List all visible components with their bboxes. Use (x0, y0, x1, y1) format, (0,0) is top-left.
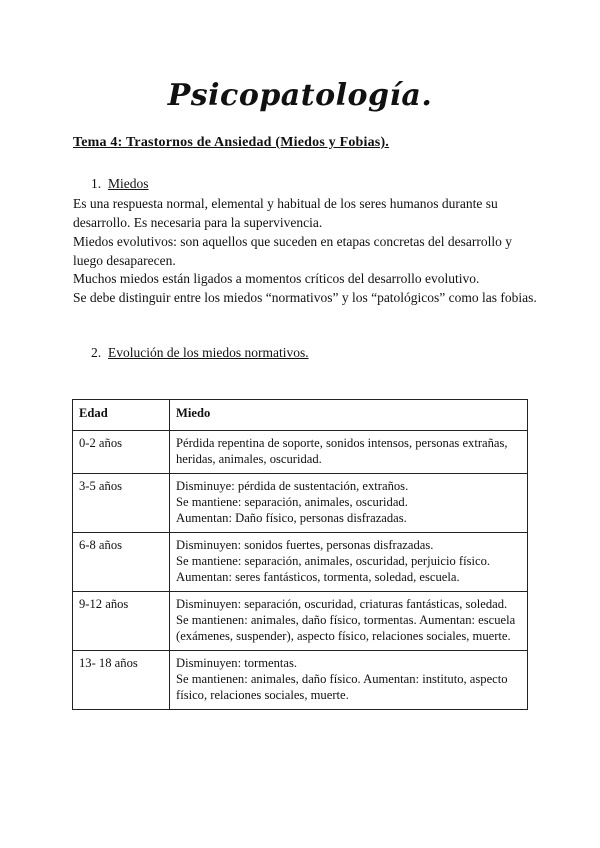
fears-by-age-table (72, 399, 528, 710)
age-cell: 3-5 años (73, 474, 170, 533)
fear-line: Disminuye: pérdida de sustentación, extraños. (176, 479, 409, 493)
fear-cell (170, 651, 528, 710)
fear-line: Aumentan: Daño físico, personas disfrazadas. (176, 511, 407, 525)
fear-line: Se mantiene: separación, animales, oscuridad. (176, 495, 408, 509)
section-number: 2. (91, 345, 102, 360)
section-title: Miedos (108, 176, 149, 191)
age-cell: 13- 18 años (73, 651, 170, 710)
table-row (73, 431, 528, 474)
age-cell: 0-2 años (73, 431, 170, 474)
table-row (73, 592, 528, 651)
section-heading-evolucion (91, 345, 309, 361)
paragraph-critical-moments: Muchos miedos están ligados a momentos críticos del desarrollo evolutivo. (73, 271, 480, 286)
paragraph-evolutionary-fears: Miedos evolutivos: son aquellos que suceden en etapas concretas del desarrollo y luego desaparecen. (73, 234, 513, 268)
paragraph-normative-vs-pathological: Se debe distinguir entre los miedos “normativos” y los “patológicos” como las fobias. (73, 290, 537, 305)
section-number: 1. (91, 176, 102, 191)
fear-line: Se mantienen: animales, daño físico. Aumentan: instituto, aspecto físico, relaciones sociales, muerte. (176, 672, 508, 702)
fear-line: Disminuyen: tormentas. (176, 656, 298, 670)
table-row (73, 533, 528, 592)
fear-cell (170, 533, 528, 592)
fear-line: Se mantienen: animales, daño físico, tormentas. Aumentan: escuela (exámenes, suspender), aspecto físico, relaciones sociales, muerte. (176, 613, 516, 643)
table-row (73, 651, 528, 710)
fear-line: Disminuyen: sonidos fuertes, personas disfrazadas. (176, 538, 434, 552)
age-cell: 9-12 años (73, 592, 170, 651)
fear-cell (170, 431, 528, 474)
section-title: Evolución de los miedos normativos. (108, 345, 309, 360)
fear-cell (170, 592, 528, 651)
column-header-fear: Miedo (170, 400, 528, 431)
paragraph-definition: Es una respuesta normal, elemental y habitual de los seres humanos durante su desarrollo. Es necesaria para la supervivencia. (73, 196, 498, 230)
column-header-age: Edad (73, 400, 170, 431)
fear-cell (170, 474, 528, 533)
topic-subtitle: Tema 4: Trastornos de Ansiedad (Miedos y Fobias). (73, 135, 390, 150)
fear-line: Pérdida repentina de soporte, sonidos intensos, personas extrañas, heridas, animales, oscuridad. (176, 436, 508, 466)
section-heading-miedos (91, 176, 149, 192)
fear-line: Disminuyen: separación, oscuridad, criaturas fantásticas, soledad. (176, 597, 508, 611)
age-cell: 6-8 años (73, 533, 170, 592)
table-row (73, 474, 528, 533)
fear-line: Se mantiene: separación, animales, oscuridad, perjuicio físico. Aumentan: seres fantásticos, tormenta, soledad, escuela. (176, 554, 491, 584)
table-header-row (73, 400, 528, 431)
page-title: Psicopatología. (167, 78, 433, 113)
